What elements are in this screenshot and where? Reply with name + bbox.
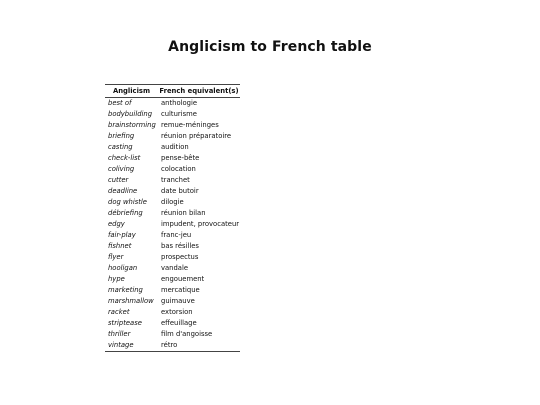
french-equivalent-cell: rétro	[158, 340, 240, 352]
french-equivalent-cell: audition	[161, 143, 189, 151]
french-equivalent-cell: anthologie	[161, 99, 198, 107]
table-row	[105, 263, 240, 274]
anglicism-cell: fishnet	[108, 242, 132, 250]
table-row	[105, 340, 240, 352]
anglicism-cell: flyer	[108, 253, 124, 261]
french-equivalent-cell: réunion préparatoire	[161, 132, 232, 140]
table-row	[105, 164, 240, 175]
anglicism-cell: racket	[108, 308, 130, 316]
table-row	[105, 296, 240, 307]
french-equivalent-cell: guimauve	[161, 297, 195, 305]
anglicism-cell: thriller	[108, 330, 131, 338]
page-title: Anglicism to French table	[168, 39, 372, 55]
table-row	[105, 318, 240, 329]
anglicism-cell: briefing	[108, 132, 135, 140]
table-row	[105, 208, 240, 219]
anglicism-cell: casting	[108, 143, 133, 151]
anglicism-cell: débriefing	[108, 209, 143, 217]
anglicism-table	[105, 84, 240, 352]
french-equivalent-cell: mercatique	[161, 286, 200, 294]
table-body	[105, 98, 240, 352]
french-equivalent-cell: franc-jeu	[161, 231, 192, 239]
table-row	[105, 142, 240, 153]
anglicism-cell: striptease	[108, 319, 142, 327]
anglicism-cell: vintage	[105, 340, 158, 352]
french-equivalent-cell: bas résilles	[161, 242, 199, 250]
french-equivalent-cell: extorsion	[161, 308, 193, 316]
anglicism-cell: deadline	[108, 187, 138, 195]
table-row	[105, 109, 240, 120]
french-equivalent-cell: impudent, provocateur	[161, 220, 240, 228]
anglicism-cell: cutter	[108, 176, 129, 184]
table-row	[105, 241, 240, 252]
table-row	[105, 131, 240, 142]
french-equivalent-cell: culturisme	[161, 110, 197, 118]
anglicism-cell: best of	[108, 99, 132, 107]
table-row	[105, 230, 240, 241]
french-equivalent-cell: prospectus	[161, 253, 199, 261]
anglicism-cell: marshmallow	[108, 297, 154, 305]
french-equivalent-cell: film d'angoisse	[161, 330, 213, 338]
column-header-french-equivalents: French equivalent(s)	[158, 85, 240, 98]
anglicism-cell: edgy	[108, 220, 125, 228]
table-row	[105, 219, 240, 230]
column-header-anglicism: Anglicism	[105, 85, 158, 98]
table-row	[105, 274, 240, 285]
table-header	[105, 85, 240, 98]
anglicism-table-container	[105, 84, 240, 352]
table-row	[105, 307, 240, 318]
anglicism-cell: hype	[108, 275, 125, 283]
table-row	[105, 153, 240, 164]
anglicism-cell: dog whistle	[108, 198, 147, 206]
french-equivalent-cell: engouement	[161, 275, 205, 283]
table-row	[105, 175, 240, 186]
table-row	[105, 98, 240, 110]
anglicism-cell: fair-play	[108, 231, 136, 239]
header-row	[105, 85, 240, 98]
french-equivalent-cell: date butoir	[161, 187, 199, 195]
table-row	[105, 186, 240, 197]
french-equivalent-cell: pense-bête	[161, 154, 200, 162]
french-equivalent-cell: vandale	[161, 264, 189, 272]
anglicism-cell: hooligan	[108, 264, 138, 272]
anglicism-cell: brainstorming	[108, 121, 156, 129]
anglicism-cell: marketing	[108, 286, 143, 294]
french-equivalent-cell: tranchet	[161, 176, 190, 184]
table-row	[105, 252, 240, 263]
table-row	[105, 197, 240, 208]
french-equivalent-cell: remue-méninges	[161, 121, 219, 129]
anglicism-cell: check-list	[108, 154, 141, 162]
french-equivalent-cell: effeuillage	[161, 319, 197, 327]
french-equivalent-cell: dilogie	[161, 198, 184, 206]
anglicism-cell: coliving	[108, 165, 135, 173]
french-equivalent-cell: réunion bilan	[161, 209, 206, 217]
table-row	[105, 329, 240, 340]
table-row	[105, 120, 240, 131]
french-equivalent-cell: colocation	[161, 165, 196, 173]
anglicism-cell: bodybuilding	[108, 110, 153, 118]
table-row	[105, 285, 240, 296]
